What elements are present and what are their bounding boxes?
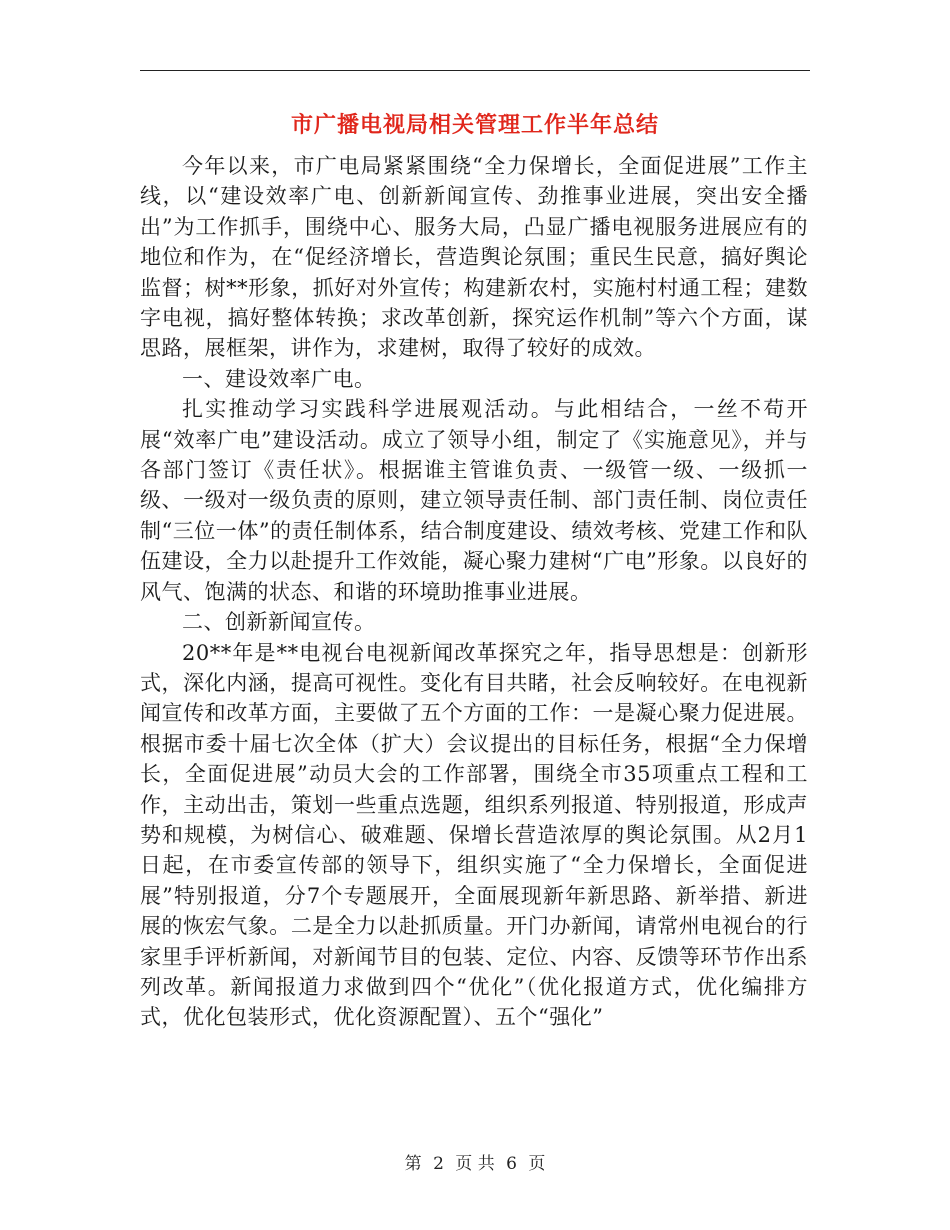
document-body <box>140 151 808 1033</box>
header-rule <box>140 70 810 71</box>
document-title: 市广播电视局相关管理工作半年总结 <box>290 112 659 138</box>
paragraph-section-2: 20**年是**电视台电视新闻改革探究之年，指导思想是：创新形式，深化内涵，提高可视性。变化有目共睹，社会反响较好。在电视新闻宣传和改革方面，主要做了五个方面的工作：一是凝心聚力促进展。根据市委十届七次全体（扩大）会议提出的目标任务，根据“全力保增长，全面促进展”动员大会的工作部署，围绕全市35项重点工程和工作，主动出击，策划一些重点选题，组织系列报道、特别报道，形成声势和规模，为树信心、破难题、保增长营造浓厚的舆论氛围。从2月1日起，在市委宣传部的领导下，组织实施了“全力保增长，全面促进展”特别报道，分7个专题展开，全面展现新年新思路、新举措、新进展的恢宏气象。二是全力以赴抓质量。开门办新闻，请常州电视台的行家里手评析新闻，对新闻节目的包装、定位、内容、反馈等环节作出系列改革。新闻报道力求做到四个“优化”（优化报道方式，优化编排方式，优化包装形式，优化资源配置）、五个“强化” <box>140 640 808 1030</box>
paragraph-section-1: 扎实推动学习实践科学进展观活动。与此相结合，一丝不苟开展“效率广电”建设活动。成立了领导小组，制定了《实施意见》，并与各部门签订《责任状》。根据谁主管谁负责、一级管一级、一级抓一级、一级对一级负责的原则，建立领导责任制、部门责任制、岗位责任制“三位一体”的责任制体系，结合制度建设、绩效考核、党建工作和队伍建设，全力以赴提升工作效能，凝心聚力建树“广电”形象。以良好的风气、饱满的状态、和谐的环境助推事业进展。 <box>140 397 808 604</box>
footer-prefix: 第 <box>404 1154 422 1174</box>
footer-middle: 页 共 <box>455 1154 495 1174</box>
section-heading-1: 一、建设效率广电。 <box>182 366 376 391</box>
footer-page-number: 2 <box>433 1154 444 1174</box>
footer-suffix: 页 <box>528 1154 546 1174</box>
section-heading-2: 二、创新新闻宣传。 <box>182 610 376 635</box>
paragraph-intro: 今年以来，市广电局紧紧围绕“全力保增长，全面促进展”工作主线，以“建设效率广电、创新新闻宣传、劲推事业进展，突出安全播出”为工作抓手，围绕中心、服务大局，凸显广播电视服务进展应有的地位和作为，在“促经济增长，营造舆论氛围；重民生民意，搞好舆论监督；树**形象，抓好对外宣传；构建新农村，实施村村通工程；建数字电视，搞好整体转换；求改革创新，探究运作机制”等六个方面，谋思路，展框架，讲作为，求建树，取得了较好的成效。 <box>140 154 808 361</box>
footer-total-pages: 6 <box>506 1154 517 1174</box>
page-footer <box>0 1152 950 1176</box>
